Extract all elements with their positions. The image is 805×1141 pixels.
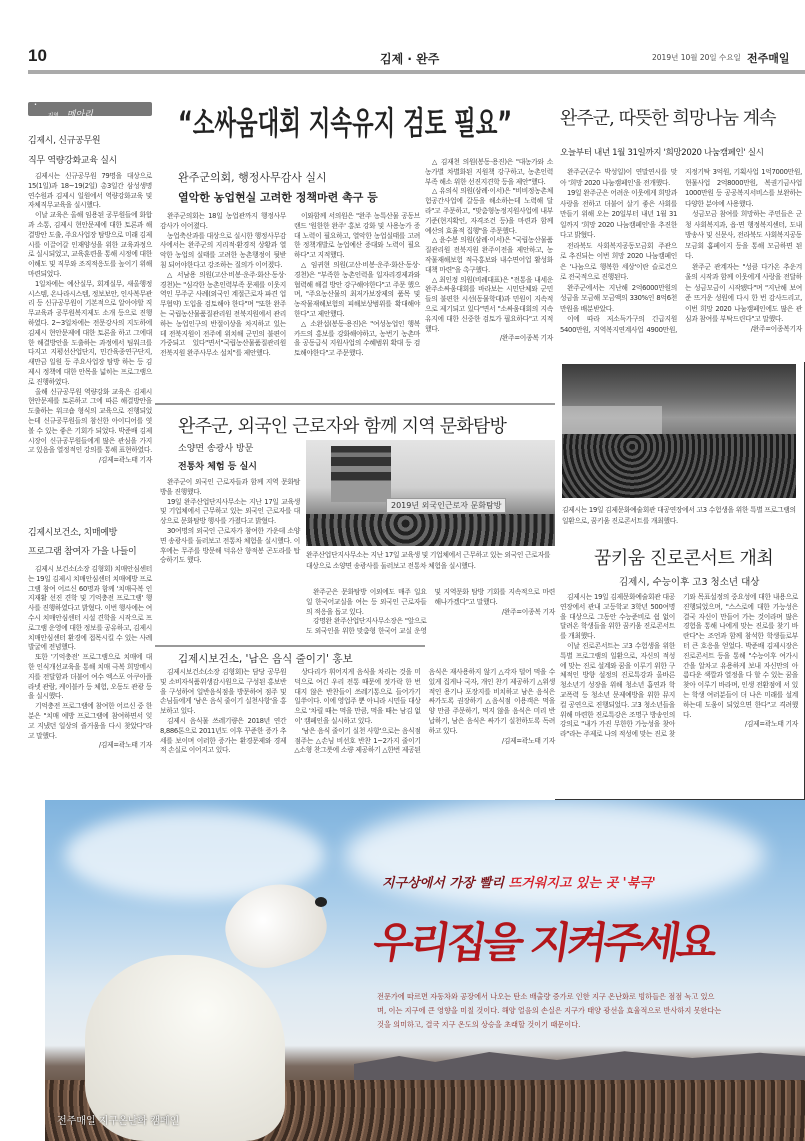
- subtitle-line: 소양면 송광사 방문: [178, 444, 254, 454]
- foreign-headline: 완주군, 외국인 근로자와 함께 지역 문화탐방: [178, 416, 507, 437]
- sidebar-article1-title: [28, 131, 152, 171]
- byline: /완주=이종복기자: [750, 324, 802, 333]
- paragraphs: [425, 158, 553, 334]
- concert-caption: 김제시는 19일 김제문화예술회관 대공연장에서 고3 수험생을 위한 특별 프로그램의 일환으로, 꿈키움 진로콘서트를 개최했다.: [562, 506, 796, 525]
- title-line: 프로그램 참여자 가을 나들이: [28, 547, 137, 557]
- paragraph: 이날 진로콘서트는 고3 수험생을 위한 특별 프로그램의 일환으로, 자신의 적성에 맞는 진로 설계와 꿈을 이루기 위한 구체적인 방향 설정의 진로특강과 올바른 청소년기 성장을 위해 청소년 흡연과 학교폭력 등 청소년 문제예방을 위한 뮤지컬 공연으로 진행되었다. 고3 청소년들을 위해 마련한 진로특강은 조명구 방송인의 강의로 "내가 가진 무한한 가능성을 찾아라"라는 주제로 나의 적성에 맞는 진로 찾기와 목표설정의 중요성에 대한 내용으로 진행되었으며, "스스로에 대한 가능성은 결국 자신이 만들어 가는 것이라며 많은 경험을 통해 나에게 맞는 진로를 찾기 바란다"는 조언과 함께 참석한 학생들로부터 큰 호응을 얻었다. 박준배 김제시장은 진로콘서트 등을 통해 "수능이후 여가시간을 알차고 유용하게 보내 자신만의 아름다운 색깔과 열정을 다 할 수 있는 꿈을 찾아 이루기 바라며, 인생 전환점에 서 있는 학생 여러분들이 더 나은 미래를 설계하는데 도움이 되었으면 한다"고 격려했다.: [560, 593, 798, 739]
- sidebar-article2-body: [28, 565, 152, 751]
- byline: /김제=곽노태 기자: [98, 741, 152, 750]
- paragraph: 전라북도 사회복지공동모금회 주관으로 추진되는 이번 희망 2020 나눔캠페인은 '나눔으로 행복한 세상'이란 슬로건으로 전국적으로 진행된다.: [560, 241, 677, 281]
- byline: /김제=곽노태 기자: [98, 456, 152, 465]
- paragraph: 19일 완주군은 어려운 이웃에게 희망과 사랑을 전하고 더불어 살기 좋은 사회를 만들기 위해 오는 20일부터 내년 1월 31일까지 '희망 2020 나눔캠페인'을 추진한다고 밝혔다.: [560, 189, 677, 239]
- paragraph: 김제시보건소(소장 김형회)는 담당 공무원 및 소비자식품위생감시원으로 구성된 홍보반을 구성하여 일반음식점을 방문하여 점주 및 손님들에게 '남은 음식 줄이기 실천사항'을 홍보하고 있다.: [160, 668, 287, 716]
- foreign-body-2: [306, 588, 555, 637]
- newspaper-brand: 전주매일: [747, 52, 790, 65]
- paragraph: 완주군(군수 박성일)이 연말연시를 맞아 '희망 2020 나눔캠페인'을 전개했다.: [560, 168, 677, 187]
- ad-body: 전문가에 따르면 자동차와 공장에서 나오는 탄소 배출량 증가로 인한 지구 온난화로 빙하들은 점점 녹고 있으며, 이는 지구에 큰 영향을 미칠 것이다. 해양 얼음의 손실은 지구가 태양 광선을 효율적으로 반사하지 못한다는 것을 의미하고, 결국 지구 온도의 상승을 초래할 것이기 때문이다.: [377, 992, 722, 1029]
- paragraph: 또한 '기억충전' 프로그램으로 치매에 대한 인식개선교육을 통해 치매 극복 희망메시지를 전달함과 더불어 여수 엑스포 아쿠아플라넷 관람, 케이블카 등 체험, 오동도 관광 등을 실시했다.: [28, 653, 152, 701]
- paragraph: 강명완 완주산업단지사무소장은 "앞으로도 외국인을 위한 맞춤형 한국어 교실 운영 및 지역문화 탐방 기회를 지속적으로 마련해나가겠다"고 말했다.: [306, 588, 555, 636]
- polar-bear: [85, 885, 345, 1141]
- paragraph: 이에 따라 저소득가구의 긴급지원 5400만원, 지역복지연계사업 4900만원, 지정기탁 3억원, 기획사업 1억7000만원, 현물사업 2억8000만원, 복권기금사업 1000만원 등 공공복지서비스를 보완하는 다양한 분야에 사용했다.: [560, 168, 802, 334]
- lead-subtitle: [178, 168, 378, 208]
- section-rule: [155, 403, 555, 405]
- page-number: 10: [28, 46, 47, 65]
- ad-headline: 우리집을 지켜주세요: [370, 918, 717, 967]
- tagline-highlight: 뜨거워지고 있는 곳 '북극': [508, 876, 656, 891]
- paragraph: △ 최인정 의원(비례대표)은 "전통을 내세운 완주소싸움대회를 바라보는 시민단체와 군민들의 불편한 시선(동물학대)과 민원이 지속적으로 제기되고 있다"면서 "소싸움대회의 지속유지에 대한 신중한 검토가 필요하다"고 지적했다.: [425, 275, 553, 333]
- lead-headline: “소싸움대회 지속유지 검토 필요”: [178, 104, 513, 142]
- paragraph: 완주군 관계자는 "성큼 다가온 추운겨울의 시작과 함께 이웃에게 사랑을 전달하는 성금모금이 시작됐다"며 "지난해 보여준 뜨거운 성원에 다시 한 번 감사드리고, 이번 희망 2020 나눔캠페인에도 많은 관심과 참여를 부탁드린다"고 말했다.: [685, 262, 802, 323]
- paragraph: △ 서남용 의원(고산·비봉·운주·화산·동상·경천)는 "심각한 농촌인력부족 문제를 이웃지역인 무주군 사례(외국인 계절근로자 파견 업무협약) 도입을 검토해야 한다"며 "또한 완주는 국립농산물품질관리원 전북지원에서 관리하는 농업인구의 반절이상을 차지하고 있는데 전북지원이 전주에 위치해 군민의 불편이 가중되고 있다"면서"국립농산물품질관리원 전북지원 완주사무소 설치"를 제안했다.: [160, 270, 286, 358]
- byline: /완주=이종복 기자: [501, 607, 555, 616]
- lead-body: [160, 212, 420, 359]
- foreign-subtitle: [178, 440, 257, 476]
- section-rule: [155, 645, 425, 647]
- paragraph: 김제시는 19일 김제문화예술회관 대공연장에서 관내 고등학교 3학년 500여명을 대상으로 그동안 수능준비로 쉼 없이 달려온 학생들을 위한 꿈키움 진로콘서트를 개최했다.: [560, 593, 675, 641]
- byline: /김제=곽노태 기자: [501, 736, 555, 745]
- paragraph: 완주군이 외국인 근로자들과 함께 지역 문화탐방을 진행했다.: [160, 478, 300, 496]
- sidebar-article1-body: [28, 172, 152, 466]
- lead-body-col3: [425, 158, 553, 344]
- paragraph: 김제시 음식물 쓰레기량은 2018년 연간 8,886톤으로 2011년도 이후 꾸준한 증가 추세를 보이며 이러한 증가는 환경문제와 경제적 손실로 이어지고 있다.: [160, 716, 287, 755]
- right-subtitle: 오늘부터 내년 1월 31일까지 '희망2020 나눔캠페인' 실시: [560, 148, 764, 158]
- paragraph: 김제시는 신규공무원 79명을 대상으로 15(1일)과 18~19(2일) 총3일간 삼성생명 연수원과 김제시 일원에서 역량강화교육 및 자체직무교육을 실시했다.: [28, 172, 152, 210]
- paragraph: 19일 완주산업단지사무소는 지난 17일 교육생 및 기업체에서 근무하고 있는 외국인 근로자를 대상으로 문화탐방 행사를 가졌다고 밝혔다.: [160, 497, 300, 526]
- header-rule: [28, 70, 805, 74]
- right-body: [560, 167, 802, 335]
- paragraph: 이날 교육은 올해 임용된 공무원들에 화합과 소통, 김제시 현안문제에 대한 토론과 해결방안 도출, 주요사업장 탐방으로 미래 김제시를 이끌어갈 인재양성을 위한 교육과정으로 실시되었고, 교육훈련을 통해 시정에 대한 이해도 및 직무와 조직적응도를 높이기 위해 마련되었다.: [28, 211, 152, 278]
- title-line: 김제시보건소, 치매예방: [28, 528, 118, 538]
- subtitle-line: 열악한 농업현실 고려한 정책마련 촉구 등: [178, 191, 378, 204]
- paragraphs: [560, 593, 798, 740]
- paragraph: 이와함께 서의원은 "완주 농특산물 공동브랜드 '원한한 완주' 홍보 강화 및 사용농가 증대 노력이 필요하고, 열악한 농업실태를 고려한 정책개발로 농업예산 증대와 노력이 필요하다"고 지적했다.: [294, 212, 420, 260]
- column-label-main: 메아리: [66, 110, 93, 120]
- subtitle-line: 완주군의회, 행정사무감사 실시: [178, 171, 327, 184]
- column-label-small: 지역: [48, 113, 59, 119]
- bear-head: [215, 872, 335, 979]
- paragraph: △ 유의식 의원(삼례·이서)은 "비비정농촌체험공간사업에 갈등을 해소하는데 노력해 달라"고 주문하고, "맞춤형농정지원사업에 내부기준(현지확인, 자격조건 등)을 마련과 함께 예산의 효율적 집행"을 주문했다.: [425, 187, 553, 235]
- right-headline: 완주군, 따뜻한 희망나눔 계속: [560, 108, 776, 129]
- bear-nose: [315, 897, 327, 907]
- paragraph: 올해 신규공무원 역량강화 교육은 김제시 현안문제를 토론하고 그에 따른 해결방안을 도출하는 워크숍 형식의 교육으로 진행되었는데 신규공무원들의 참신한 아이디어를 엿볼 수 있는 좋은 기회가 되었다. 박준배 김제시장이 신규공무원들에게 많은 관심을 가지고 있음을 열정적인 강의를 통해 표현하였다.: [28, 387, 152, 455]
- food-body: [160, 668, 555, 756]
- ad-campaign-label: 전주매일 지구온난화 캠페인: [57, 1116, 180, 1127]
- paragraph: 완주군에서는 지난해 2억6000만원의 성금을 모금해 모금액의 330%인 8억6천만원을 배분받았다.: [560, 283, 677, 313]
- byline: /김제=곽노태 기자: [744, 720, 798, 729]
- paragraph: 30여명의 외국인 근로자가 참여한 가운데 소양면 송광사를 둘러보고 전통차 체험을 실시했다. 이후에는 무주를 방문해 덕유산 향적봉 곤도라를 탑승하기도 했다.: [160, 526, 300, 565]
- ad-tagline: [382, 872, 656, 891]
- subtitle-line: 전통차 체험 등 실시: [178, 462, 257, 472]
- paragraph: 1일차에는 예산실무, 회계실무, 새올행정시스템, 온나라시스템, 정보보안, 인사복무관리 등 신규공무원이 기본적으로 알아야할 직무교육과 공무원복지제도 소개 등으로 진행하였다. 2~3일차에는 전문강사의 지도하에 김제시 현안문제에 대한 토론을 하고 그에대한 해결방안을 도출하는 과정에서 팀워크를 다지고 지평선산업단지, 민간육종연구단지, 새만금 일원 등 주요사업장 탐방 하는 등 김제시 정책에 대한 안목을 넓히는 프로그램으로 진행하였다.: [28, 279, 152, 386]
- foreign-photo: [306, 440, 555, 546]
- paragraph: 완주군의회는 18일 농업관까지 행정사무감사가 이어졌다.: [160, 212, 286, 230]
- byline: /완주=이종복 기자: [499, 334, 553, 343]
- foreign-body: [160, 478, 300, 566]
- tagline-part: 지구상에서 가장 빨리: [382, 876, 509, 891]
- section-title: 김제 · 완주: [380, 52, 440, 66]
- group-people: [306, 514, 555, 546]
- concert-headline: 꿈키움 진로콘서트 개최: [594, 548, 774, 569]
- climate-ad: [45, 800, 805, 1141]
- title-line: 직무 역량강화교육 실시: [28, 156, 118, 166]
- paragraph: △ 임귀현 의원(고산·비봉·운주·화산·동상·경천)은 "부족한 농촌인력을 일자리경제과와 협력해 해결 방안 강구해야한다"고 주문 했으며, "주요농산물의 최저가보장제의 품목 및 농작물재해보험의 피해보상범위를 확대해야한다"고 제안했다.: [294, 260, 420, 318]
- paragraphs: [28, 565, 152, 741]
- paragraph: 농업축산과를 대상으로 실시한 행정사무감사에서는 완주군의 지리적·환경적 상황과 열악한 농업의 실태를 고려한 농촌행정이 뒷받침 되어야한다고 강조하는 질의가 이어졌다.: [160, 231, 286, 269]
- paragraph: △ 김재천 의원(봉동·용진)은 "대농가와 소농가별 차별화된 지원책 강구하고, 농촌인력부족 해소 위한 선진지견학 등을 제안"했다.: [425, 158, 553, 186]
- paragraph: 완주군은 문화탐방 이외에도 매주 일요일 한국어교실을 여는 등 외국인 근로자들의 적응을 돕고 있다.: [306, 588, 427, 616]
- paragraph: △ 소완섭(봉동·용진)은 "여성농업인 행복카드의 홍보를 강화해야하고, 농번기 농촌마을 공동급식 지원사업의 수혜범위 확대 등 검토해야한다"고 주문했다.: [294, 319, 420, 358]
- cloud: [345, 800, 765, 910]
- sidebar-article2-title: [28, 524, 152, 562]
- paragraphs: [560, 167, 802, 335]
- concert-body: [560, 593, 798, 740]
- paragraph: △ 윤수봉 의원(삼례·이서)은 "국립농산물품질관리원 전북지원 완주이전을 제안하고, 농작물재해보험 적극홍보와 내수면어업 활성화 대책 마련"을 촉구했다.: [425, 236, 553, 274]
- issue-date: 2019년 10월 20일 수요일: [652, 53, 741, 62]
- pagoda: [331, 446, 391, 502]
- paragraphs: [28, 172, 152, 456]
- paragraph: '남은 음식 줄이기 실천 사항'으로는 음식점 점주는 △손님 비선호 반찬 1~2가지 줄이기 △소형 찬그릇에 소량 제공하기 △한번 제공된 음식은 재사용하지 않기 △각자 덜어 먹을 수 있게 집게나 국자, 개인 찬기 제공하기 △위생적인 용기나 포장지를 비치하고 남은 음식은 싸가도록 권장하기 △음식점 이용객은 먹을 양 만큼 주문하기, 먹지 않을 음식은 미리 반납하기, 남은 음식은 싸가기 실천하도록 독려하고 있다.: [294, 668, 555, 755]
- concert-subtitle: 김제시, 수능이후 고3 청소년 대상: [619, 577, 760, 588]
- banner: 2019년 외국인근로자 문화탐방: [386, 498, 506, 513]
- paragraph: 성금모금 참여를 희망하는 주민들은 군청 사회복지과, 읍·면 행정복지센터, 도내 방송사 및 신문사, 전라북도 사회복지공동모금회 홈페이지 등을 통해 모금하면 된다.: [685, 210, 802, 260]
- foreign-caption: 완주산업단지사무소는 지난 17일 교육생 및 기업체에서 근무하고 있는 외국인 근로자를 대상으로 소양면 송광사를 둘러보고 전통차 체험을 실시했다.: [306, 551, 551, 570]
- audience: [562, 434, 796, 498]
- title-line: 김제시, 신규공무원: [28, 136, 101, 146]
- food-headline: 김제시보건소, '남은 음식 줄이기' 홍보: [178, 653, 353, 665]
- column-label: • 지역 메아리: [28, 102, 152, 116]
- paragraph: 김제시 보건소(소장 김형회) 치매안심센터는 19일 김제시 치매안심센터 치매예방 프로그램 참여 어르신 60명과 함께 '치매극복 인지재활 선진 견학 및 기억충전 프로그램' 행사를 진행하였다고 밝혔다. 이번 행사에는 여수시 치매안심센터 시설 견학을 시작으로 프로그램 운영에 대한 정보를 공유하고, 김제시 치매안심센터 환경에 접목시킬 수 있는 사례발굴에 전념했다.: [28, 565, 152, 652]
- concert-photo: [562, 364, 796, 498]
- paragraph: 상다리가 휘어지게 음식을 차리는 것을 미덕으로 여긴 우리 전통 때문에 젓가락 한 번 대지 않은 반찬들이 쓰레기통으로 들어가기 일쑤이다. 이에 영업주 뿐 아니라 시민들 대상으로 '차릴 때는 먹을 만큼, 먹을 때는 남김 없이' 캠페인을 실시하고 있다.: [294, 668, 421, 725]
- paragraph: 기억충전 프로그램에 참여한 어르신 중 한 분은 "치매 예방 프로그램에 참여하면서 잊고 지냈던 일상의 즐거움을 다시 찾았다"라고 말했다.: [28, 702, 152, 740]
